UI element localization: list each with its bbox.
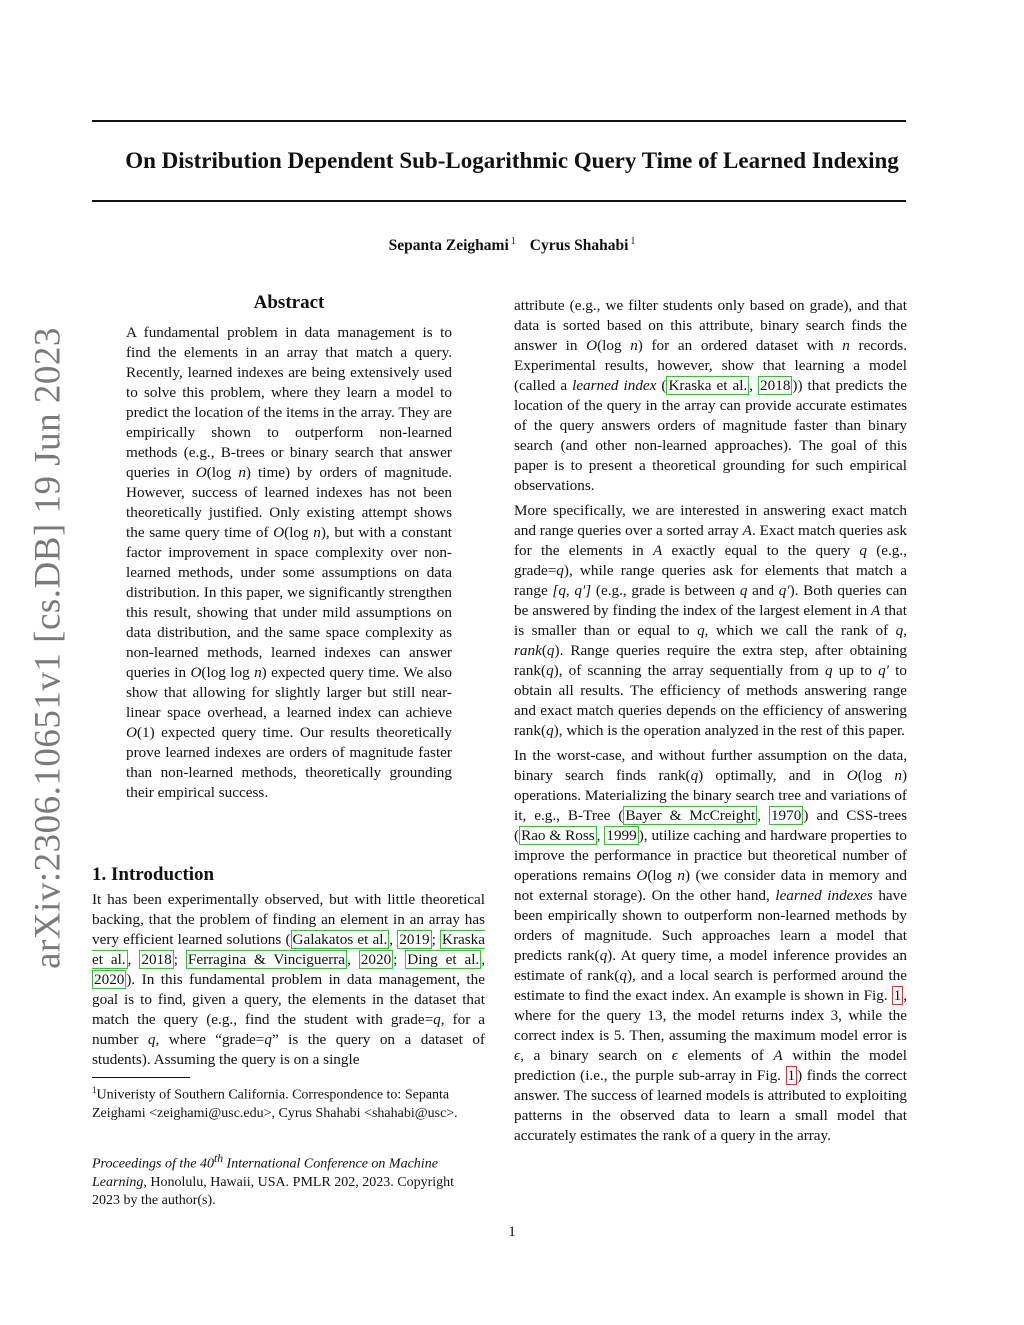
citation-link[interactable]: Ding et al. (407, 951, 480, 968)
figure-link[interactable]: 1 (787, 1067, 796, 1084)
abstract-section (126, 292, 452, 803)
author-name: Cyrus Shahabi (529, 237, 629, 255)
citation-link[interactable]: 2018 (760, 377, 791, 394)
introduction-section (92, 864, 485, 1070)
citation-link[interactable]: Galakatos et al. (292, 931, 388, 948)
citation-link[interactable]: 2020 (360, 951, 392, 968)
arxiv-stamp: arXiv:2306.10651v1 [cs.DB] 19 Jun 2023 (27, 327, 69, 969)
citation-link[interactable]: Bayer & McCreight (625, 807, 756, 824)
body-paragraph: In the worst-case, and without further assumption on the data, binary search finds rank(q) optimally, and in O(log n) operations. Materializing the binary search tree and variations of it, e.g., B-Tree ( Bayer & McCreight , 1970 ) and CSS-trees ( Rao & Ross , 1999 ), utilize caching and hardware properties to improve the performance in practice but theoretical number of operations remains O(log n) (we consider data in memory and not external storage). On the other hand, learned indexes have been empirically shown to outperform non-learned methods by orders of magnitude. Such approaches learn a model that predicts rank(q). At query time, a model inference provides an estimate of rank(q), and a local search is performed around the estimate to find the exact index. An example is shown in Fig. 1 , where for the query 13, the model returns index 3, while the correct index is 5. Then, assuming the maximum model error is ϵ, a binary search on ϵ elements of A within the model prediction (i.e., the purple sub-array in Fig. 1 ) finds the correct answer. The success of learned models is attributed to exploiting patterns in the observed data to learn a small model that accurately estimates the rank of a query in the array. (514, 747, 908, 1144)
citation-link[interactable]: 1999 (606, 827, 637, 844)
footnote: $^1$Univeristy of Southern California. Correspondence to: Sepanta Zeighami <zeighami@usc.edu>, Cyrus Shahabi <shahabi@usc>. (92, 1085, 458, 1121)
affiliation-mark: 1 (630, 236, 636, 247)
citation-link[interactable]: Kraska et al. (92, 931, 485, 968)
proceedings-note: Proceedings of the 40th International Conference on Machine Learning, Honolulu, Hawaii, USA. PMLR 202, 2023. Copyright 2023 by the author(s). (92, 1152, 455, 1208)
affiliation-mark: 1 (510, 236, 516, 247)
page-number: 1 (508, 1224, 516, 1240)
author-list (0, 236, 1024, 255)
footnote-rule (92, 1077, 190, 1078)
citation-link[interactable]: Kraska et al. (668, 377, 748, 394)
citation-link[interactable]: 2020 (94, 971, 125, 988)
citation-link[interactable]: 2018 (141, 951, 172, 968)
title-rule-bottom (92, 200, 906, 202)
citation-link[interactable]: 2019 (399, 931, 430, 948)
paper-title: On Distribution Dependent Sub-Logarithmic Query Time of Learned Indexing (125, 148, 899, 173)
author-name: Sepanta Zeighami (388, 237, 509, 255)
body-paragraph: attribute (e.g., we filter students only based on grade), and that data is sorted based on this attribute, binary search finds the answer in O(log n) for an ordered dataset with n records. Experimental results, however, show that learning a model (called a learned index ( Kraska et al. , 2018 )) that predicts the location of the query in the array can provide accurate estimates of the query answers orders of magnitude faster than binary search (and other non-learned approaches). The goal of this paper is to present a theoretical grounding for such empirical observations. (514, 297, 908, 494)
section-heading: 1. Introduction (92, 864, 215, 885)
citation-link[interactable]: Ferragina & Vinciguerra (187, 951, 346, 968)
abstract-heading: Abstract (253, 292, 325, 313)
figure-link[interactable]: 1 (893, 987, 902, 1004)
body-paragraph: More specifically, we are interested in answering exact match and range queries over a sorted array A. Exact match queries ask for the elements in A exactly equal to the query q (e.g., grade=q), while range queries ask for elements that match a range [q, q′] (e.g., grade is between q and q′). Both queries can be answered by finding the index of the largest element in A that is smaller than or equal to q, which we call the rank of q, rank(q). Range queries require the extra step, after obtaining rank(q), of scanning the array sequentially from q up to q′ to obtain all results. The efficiency of methods answering range and exact match queries depends on the efficiency of answering rank(q), which is the operation analyzed in the rest of this paper. (514, 502, 908, 739)
abstract-body: A fundamental problem in data management is to find the elements in an array that match a query. Recently, learned indexes are being extensively used to solve this problem, where they learn a model to predict the location of the items in the array. They are empirically shown to outperform non-learned methods (e.g., B-trees or binary search that answer queries in O(log n) time) by orders of magnitude. However, success of learned indexes has not been theoretically justified. Only existing attempt shows the same query time of O(log n), but with a constant factor improvement in space complexity over non-learned methods, under some assumptions on data distribution. In this paper, we significantly strengthen this result, showing that under mild assumptions on data distribution, and the same space complexity as non-learned methods, learned indexes can answer queries in O(log log n) expected query time. We also show that allowing for slightly larger but still near-linear space overhead, a learned index can achieve O(1) expected query time. Our results theoretically prove learned indexes are orders of magnitude faster than non-learned methods, theoretically grounding their empirical success. (126, 324, 453, 801)
intro-paragraph: It has been experimentally observed, but with little theoretical backing, that the problem of finding an element in an array has very efficient learned solutions ( Galakatos et al. , 2019 ; Kraska et al. , 2018 ; Ferragina & Vinciguerra , 2020 ; Ding et al. , 2020 ). In this fundamental problem in data management, the goal is to find, given a query, the elements in the dataset that match the query (e.g., find the student with grade=q, for a number q, where “grade=q” is the query on a dataset of students). Assuming the query is on a single (92, 891, 486, 1068)
citation-link[interactable]: Rao & Ross (521, 827, 595, 844)
title-rule-top (92, 120, 906, 122)
right-column (514, 296, 907, 1151)
citation-link[interactable]: 1970 (770, 807, 802, 824)
